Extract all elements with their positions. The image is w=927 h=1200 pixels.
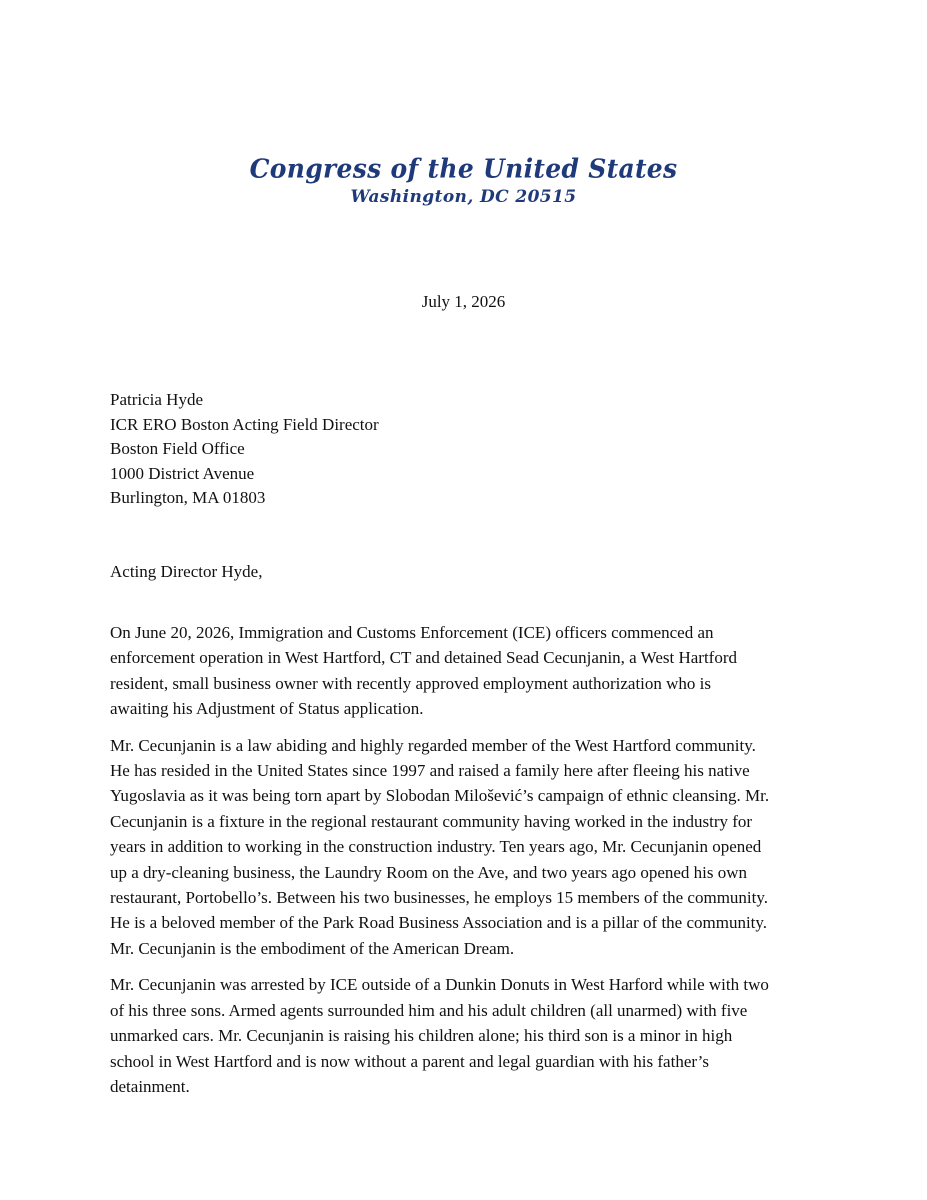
recipient-title: ICR ERO Boston Acting Field Director: [110, 414, 379, 434]
paragraph-line: school in West Hartford and is now without a parent and legal guardian with his father’s: [110, 1051, 710, 1071]
paragraph-line: He is a beloved member of the Park Road Business Association and is a pillar of the community.: [110, 913, 768, 933]
paragraph-line: Mr. Cecunjanin is the embodiment of the American Dream.: [110, 938, 515, 958]
paragraph-line: up a dry-cleaning business, the Laundry Room on the Ave, and two years ago opened his own: [110, 862, 748, 882]
paragraph-line: On June 20, 2026, Immigration and Customs Enforcement (ICE) officers commenced an: [110, 623, 714, 642]
letter-date: July 1, 2026: [421, 292, 506, 311]
recipient-address-block: [110, 388, 710, 511]
recipient-street: 1000 District Avenue: [110, 463, 255, 483]
paragraph-line: Yugoslavia as it was being torn apart by Slobodan Milošević’s campaign of ethnic cleansing. Mr.: [110, 786, 770, 806]
paragraph-line: He has resided in the United States since 1997 and raised a family here after fleeing his native: [110, 761, 750, 781]
letterhead-title: Congress of the United States: [249, 153, 678, 184]
paragraph-line: resident, small business owner with recently approved employment authorization who is: [110, 673, 712, 693]
paragraph-detention: [110, 620, 826, 722]
recipient-city: Burlington, MA 01803: [110, 488, 266, 507]
paragraph-line: Cecunjanin is a fixture in the regional restaurant community having worked in the industry for: [110, 811, 753, 831]
paragraph-background: [110, 733, 826, 962]
paragraph-line: of his three sons. Armed agents surrounded him and his adult children (all unarmed) with five: [110, 1000, 748, 1020]
salutation: Acting Director Hyde,: [110, 562, 263, 581]
paragraph-line: years in addition to working in the construction industry. Ten years ago, Mr. Cecunjanin opened: [110, 837, 762, 857]
letter-body: [110, 620, 826, 1110]
paragraph-line: Mr. Cecunjanin was arrested by ICE outside of a Dunkin Donuts in West Harford while with two: [110, 975, 769, 995]
paragraph-line: awaiting his Adjustment of Status application.: [110, 699, 424, 719]
letterhead: [0, 152, 927, 210]
letterhead-address: Washington, DC 20515: [350, 187, 577, 207]
recipient-office: Boston Field Office: [110, 439, 245, 458]
paragraph-arrest: [110, 972, 826, 1099]
paragraph-line: restaurant, Portobello’s. Between his two businesses, he employs 15 members of the community.: [110, 888, 769, 908]
recipient-name: Patricia Hyde: [110, 390, 203, 409]
paragraph-line: detainment.: [110, 1076, 190, 1096]
paragraph-line: unmarked cars. Mr. Cecunjanin is raising his children alone; his third son is a minor in high: [110, 1026, 733, 1046]
paragraph-line: enforcement operation in West Hartford, CT and detained Sead Cecunjanin, a West Hartford: [110, 648, 738, 668]
paragraph-line: Mr. Cecunjanin is a law abiding and highly regarded member of the West Hartford community.: [110, 735, 756, 755]
